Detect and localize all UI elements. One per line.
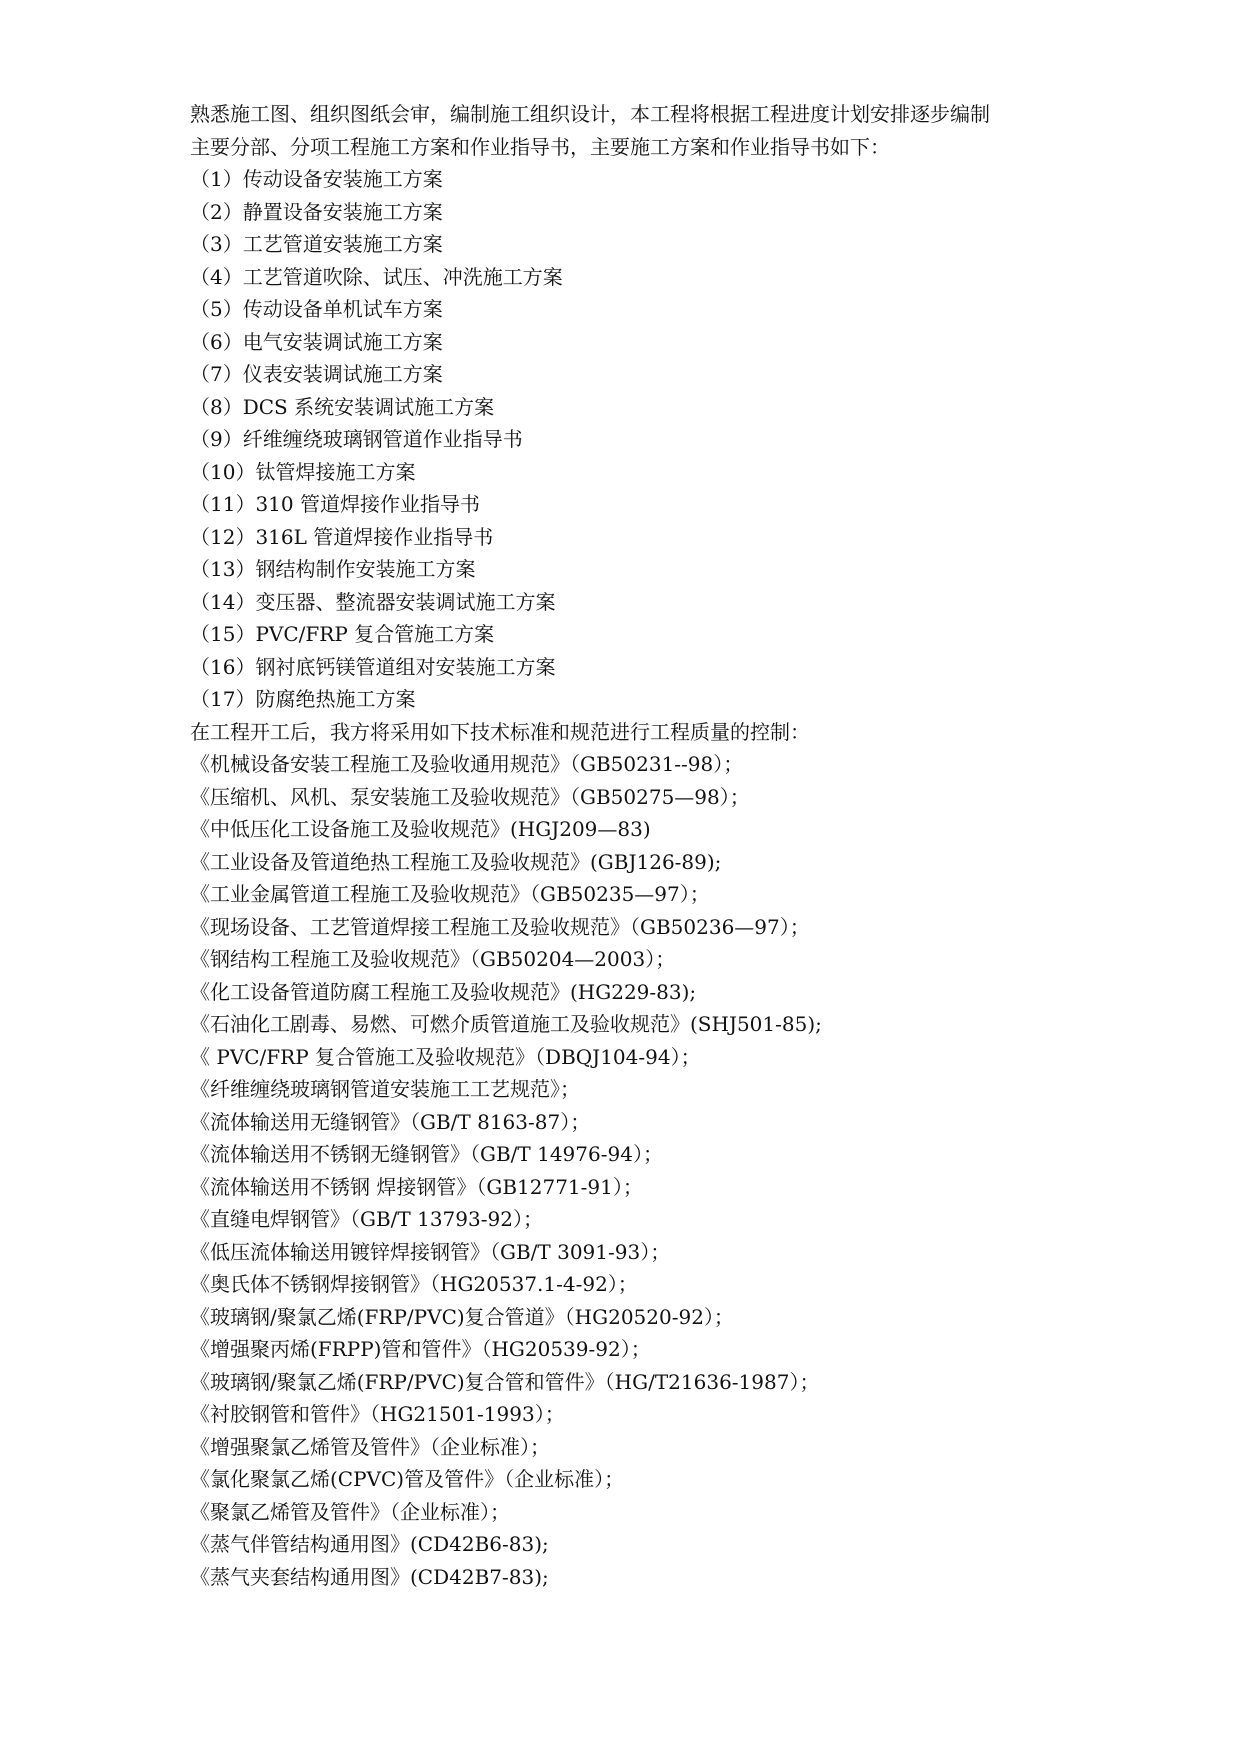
plan-item: （17）防腐绝热施工方案 xyxy=(190,687,416,711)
plan-item: （11）310 管道焊接作业指导书 xyxy=(190,492,480,516)
standard-item: 《石油化工剧毒、易燃、可燃介质管道施工及验收规范》(SHJ501-85); xyxy=(190,1012,822,1036)
standard-item: 《低压流体输送用镀锌焊接钢管》（GB/T 3091-93）； xyxy=(190,1239,671,1264)
standard-item: 《现场设备、工艺管道焊接工程施工及验收规范》（GB50236—97）； xyxy=(190,914,810,939)
standard-item: 《增强聚丙烯(FRPP)管和管件》（HG20539-92）； xyxy=(190,1337,651,1361)
standard-item: 《蒸气夹套结构通用图》(CD42B7-83); xyxy=(190,1564,549,1589)
plan-item: （2）静置设备安装施工方案 xyxy=(190,199,443,224)
intro-paragraph xyxy=(190,98,1090,163)
standard-item: 《压缩机、风机、泵安装施工及验收规范》（GB50275—98）； xyxy=(190,784,750,809)
plan-item: （8）DCS 系统安装调试施工方案 xyxy=(190,394,495,419)
intro-line: 主要分部、分项工程施工方案和作业指导书，主要施工方案和作业指导书如下： xyxy=(190,134,890,159)
standard-item: 《玻璃钢/聚氯乙烯(FRP/PVC)复合管道》（HG20520-92）； xyxy=(190,1304,734,1329)
plan-item: （3）工艺管道安装施工方案 xyxy=(190,232,443,256)
plan-item: （9）纤维缠绕玻璃钢管道作业指导书 xyxy=(190,427,523,451)
standard-item: 《纤维缠绕玻璃钢管道安装施工工艺规范》； xyxy=(190,1077,580,1101)
plan-item: （13）钢结构制作安装施工方案 xyxy=(190,557,476,581)
standard-item: 《蒸气伴管结构通用图》(CD42B6-83); xyxy=(190,1532,549,1556)
standard-item: 《流体输送用无缝钢管》（GB/T 8163-87）； xyxy=(190,1109,591,1134)
plan-item: （6）电气安装调试施工方案 xyxy=(190,329,443,354)
plan-item: （5）传动设备单机试车方案 xyxy=(190,297,443,321)
plan-item: （12）316L 管道焊接作业指导书 xyxy=(190,524,494,549)
standard-item: 《 PVC/FRP 复合管施工及验收规范》（DBQJ104-94）； xyxy=(190,1044,701,1069)
standard-item: 《衬胶钢管和管件》（HG21501-1993）； xyxy=(190,1402,565,1426)
standard-item: 《流体输送用不锈钢 焊接钢管》（GB12771-91）； xyxy=(190,1174,643,1199)
standard-item: 《流体输送用不锈钢无缝钢管》（GB/T 14976-94）； xyxy=(190,1142,663,1166)
intro-line: 熟悉施工图、组织图纸会审，编制施工组织设计，本工程将根据工程进度计划安排逐步编制 xyxy=(190,102,990,126)
construction-plan-list xyxy=(190,163,1090,716)
plan-item: （4）工艺管道吹除、试压、冲洗施工方案 xyxy=(190,264,563,289)
standard-item: 《奥氏体不锈钢焊接钢管》（HG20537.1-4-92）； xyxy=(190,1272,638,1296)
standard-item: 《玻璃钢/聚氯乙烯(FRP/PVC)复合管和管件》（HG/T21636-1987）； xyxy=(190,1369,820,1394)
standard-item: 《工业金属管道工程施工及验收规范》（GB50235—97）； xyxy=(190,882,710,906)
standard-item: 《增强聚氯乙烯管及管件》（企业标准）； xyxy=(190,1434,550,1459)
standard-item: 《机械设备安装工程施工及验收通用规范》（GB50231--98）； xyxy=(190,752,744,776)
plan-item: （1）传动设备安装施工方案 xyxy=(190,167,443,191)
document-body xyxy=(190,98,1090,1593)
standard-item: 《氯化聚氯乙烯(CPVC)管及管件》（企业标准）； xyxy=(190,1467,625,1491)
plan-item: （14）变压器、整流器安装调试施工方案 xyxy=(190,589,556,614)
standard-item: 《钢结构工程施工及验收规范》（GB50204—2003）； xyxy=(190,947,676,971)
standard-item: 《工业设备及管道绝热工程施工及验收规范》(GBJ126-89); xyxy=(190,849,722,874)
standards-intro: 在工程开工后，我方将采用如下技术标准和规范进行工程质量的控制： xyxy=(190,719,810,744)
standard-item: 《中低压化工设备施工及验收规范》(HGJ209—83) xyxy=(190,817,651,841)
plan-item: （16）钢衬底钙镁管道组对安装施工方案 xyxy=(190,654,556,679)
plan-item: （7）仪表安装调试施工方案 xyxy=(190,362,443,386)
standard-item: 《直缝电焊钢管》（GB/T 13793-92）； xyxy=(190,1207,543,1231)
standards-list xyxy=(190,748,1090,1593)
standard-item: 《化工设备管道防腐工程施工及验收规范》(HG229-83); xyxy=(190,979,697,1004)
plan-item: （15）PVC/FRP 复合管施工方案 xyxy=(190,622,495,646)
standard-item: 《聚氯乙烯管及管件》（企业标准）； xyxy=(190,1499,510,1524)
plan-item: （10）钛管焊接施工方案 xyxy=(190,459,416,484)
